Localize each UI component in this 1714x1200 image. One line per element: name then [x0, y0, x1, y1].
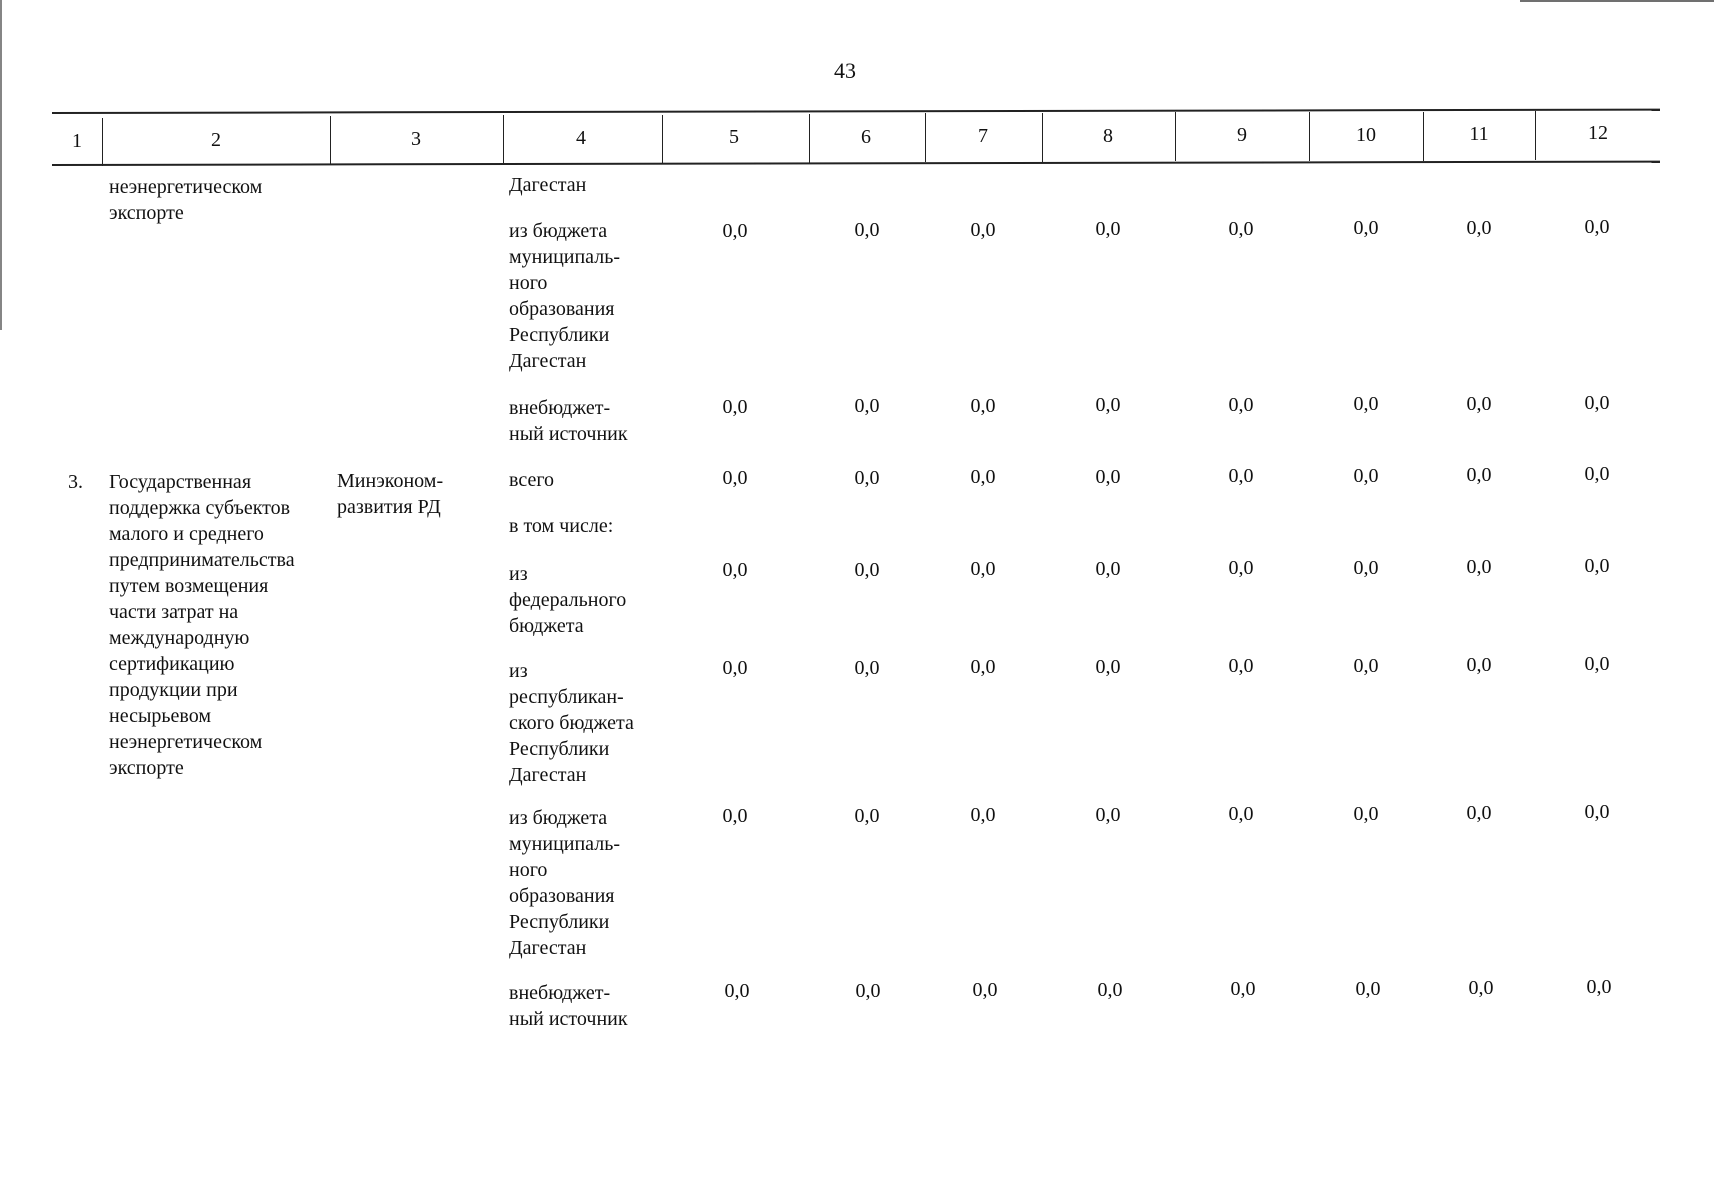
funding-source: всего [509, 469, 555, 491]
header-col-divider [1042, 113, 1043, 162]
column-number: 2 [211, 129, 221, 151]
value-cell: 0,0 [1095, 466, 1121, 488]
value-cell: 0,0 [972, 979, 998, 1001]
value-cell: 0,0 [1228, 394, 1254, 416]
header-col-divider [662, 115, 663, 164]
value-cell: 0,0 [970, 804, 996, 826]
value-cell: 0,0 [1586, 976, 1612, 998]
value-cell: 0,0 [1097, 979, 1123, 1001]
column-number: 11 [1469, 123, 1489, 145]
value-cell: 0,0 [724, 980, 750, 1002]
scan-edge-mark [1520, 0, 1714, 2]
column-number: 4 [576, 127, 586, 149]
header-bottom-rule [52, 161, 1660, 166]
header-col-divider [1175, 112, 1176, 161]
funding-source: Дагестан [509, 174, 587, 196]
header-col-divider [503, 115, 504, 164]
value-cell: 0,0 [1095, 394, 1121, 416]
executor: Минэконом- развития РД [337, 470, 444, 518]
value-cell: 0,0 [1584, 555, 1610, 577]
scan-edge-mark [0, 0, 2, 330]
funding-source: из бюджета муниципаль- ного образования Республики Дагестан [509, 807, 620, 959]
value-cell: 0,0 [1584, 653, 1610, 675]
value-cell: 0,0 [1584, 216, 1610, 238]
header-col-divider [330, 116, 331, 165]
header-col-divider [1423, 112, 1424, 161]
funding-source: внебюджет- ный источник [509, 982, 628, 1030]
value-cell: 0,0 [854, 467, 880, 489]
value-cell: 0,0 [1468, 977, 1494, 999]
value-cell: 0,0 [1095, 804, 1121, 826]
value-cell: 0,0 [1584, 801, 1610, 823]
funding-source: из республикан- ского бюджета Республики Дагестан [509, 660, 634, 786]
header-col-divider [809, 114, 810, 163]
value-cell: 0,0 [854, 219, 880, 241]
funding-source: из бюджета муниципаль- ного образования Республики Дагестан [509, 220, 620, 372]
column-number: 9 [1237, 124, 1247, 146]
value-cell: 0,0 [970, 466, 996, 488]
value-cell: 0,0 [854, 395, 880, 417]
value-cell: 0,0 [970, 656, 996, 678]
value-cell: 0,0 [722, 805, 748, 827]
value-cell: 0,0 [1095, 558, 1121, 580]
value-cell: 0,0 [1228, 557, 1254, 579]
value-cell: 0,0 [1353, 393, 1379, 415]
value-cell: 0,0 [1584, 392, 1610, 414]
funding-source: внебюджет- ный источник [509, 397, 628, 445]
value-cell: 0,0 [1095, 218, 1121, 240]
funding-source: из федерального бюджета [509, 563, 627, 637]
value-cell: 0,0 [1228, 803, 1254, 825]
value-cell: 0,0 [1353, 465, 1379, 487]
value-cell: 0,0 [970, 395, 996, 417]
value-cell: 0,0 [854, 559, 880, 581]
column-number: 1 [72, 130, 82, 152]
funding-source: в том числе: [509, 515, 614, 537]
value-cell: 0,0 [1466, 802, 1492, 824]
value-cell: 0,0 [1466, 217, 1492, 239]
value-cell: 0,0 [1355, 978, 1381, 1000]
value-cell: 0,0 [970, 219, 996, 241]
value-cell: 0,0 [722, 396, 748, 418]
value-cell: 0,0 [1584, 463, 1610, 485]
value-cell: 0,0 [722, 467, 748, 489]
value-cell: 0,0 [1228, 465, 1254, 487]
value-cell: 0,0 [855, 980, 881, 1002]
header-col-divider [1309, 112, 1310, 161]
column-number: 12 [1588, 122, 1608, 144]
page-number: 43 [834, 58, 856, 83]
header-top-rule [52, 109, 1660, 114]
header-col-divider [1535, 111, 1536, 160]
value-cell: 0,0 [1466, 654, 1492, 676]
column-number: 8 [1103, 125, 1113, 147]
value-cell: 0,0 [1353, 557, 1379, 579]
column-number: 5 [729, 126, 739, 148]
value-cell: 0,0 [1228, 655, 1254, 677]
column-number: 3 [411, 128, 421, 150]
value-cell: 0,0 [1095, 656, 1121, 678]
value-cell: 0,0 [1228, 218, 1254, 240]
item-number: 3. [68, 471, 83, 493]
value-cell: 0,0 [722, 559, 748, 581]
value-cell: 0,0 [854, 657, 880, 679]
header-col-divider [925, 113, 926, 162]
activity-name: Государственная поддержка субъектов малого и среднего предпринимательства путем возмещения части затрат на международную сертификацию продукции при несырьевом неэнергетическом экспорте [109, 471, 295, 779]
value-cell: 0,0 [722, 657, 748, 679]
value-cell: 0,0 [1466, 556, 1492, 578]
value-cell: 0,0 [1230, 978, 1256, 1000]
value-cell: 0,0 [1466, 393, 1492, 415]
value-cell: 0,0 [854, 805, 880, 827]
value-cell: 0,0 [1353, 803, 1379, 825]
column-number: 10 [1356, 124, 1376, 146]
value-cell: 0,0 [1353, 655, 1379, 677]
value-cell: 0,0 [970, 558, 996, 580]
value-cell: 0,0 [1466, 464, 1492, 486]
column-number: 6 [861, 126, 871, 148]
column-number: 7 [978, 125, 988, 147]
activity-name-continued: неэнергетическом экспорте [109, 176, 263, 224]
value-cell: 0,0 [1353, 217, 1379, 239]
value-cell: 0,0 [722, 220, 748, 242]
